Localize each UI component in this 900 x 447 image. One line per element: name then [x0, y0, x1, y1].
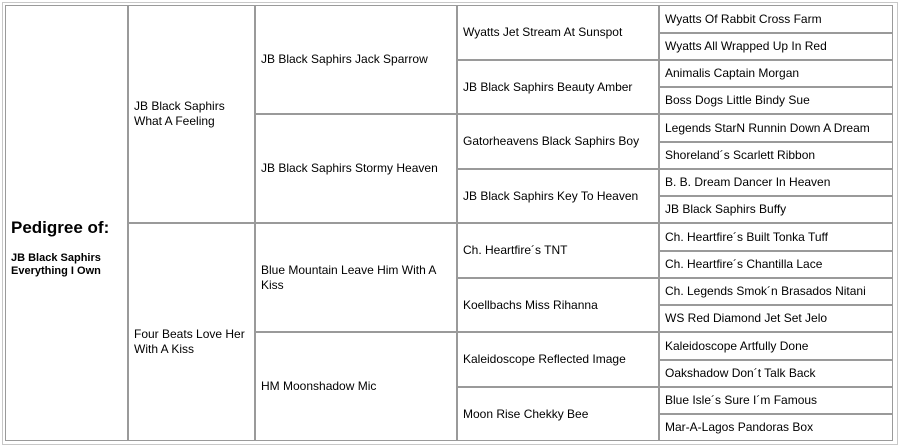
gen4-name: Ch. Heartfire´s Built Tonka Tuff [665, 229, 828, 244]
gen4-name: Ch. Heartfire´s Chantilla Lace [665, 257, 823, 271]
gen2-cell [255, 5, 457, 114]
gen2-name: Blue Mountain Leave Him With A Kiss [261, 262, 436, 292]
gen4-cell [659, 414, 893, 441]
gen2-cell [255, 223, 457, 332]
gen4-cell [659, 223, 893, 251]
gen2-name: JB Black Saphirs Stormy Heaven [261, 161, 438, 175]
gen4-cell [659, 33, 893, 60]
gen4-cell [659, 387, 893, 414]
gen3-cell [457, 278, 659, 332]
gen3-name: Koellbachs Miss Rihanna [463, 297, 598, 312]
gen3-cell [457, 60, 659, 114]
gen3-name: JB Black Saphirs Key To Heaven [463, 188, 639, 203]
gen4-cell [659, 142, 893, 169]
gen4-cell [659, 5, 893, 33]
gen2-name: HM Moonshadow Mic [261, 379, 377, 393]
gen3-name: JB Black Saphirs Beauty Amber [463, 79, 633, 94]
gen3-cell [457, 114, 659, 169]
gen3-cell [457, 332, 659, 387]
gen4-name: Shoreland´s Scarlett Ribbon [665, 148, 816, 162]
gen4-name: Oakshadow Don´t Talk Back [665, 366, 816, 380]
gen4-name: Blue Isle´s Sure I´m Famous [665, 393, 818, 407]
pedigree-subject-cell [5, 5, 128, 441]
sire-name: JB Black Saphirs What A Feeling [134, 99, 225, 128]
dam-cell [128, 223, 255, 441]
gen3-cell [457, 169, 659, 223]
gen3-cell [457, 387, 659, 441]
gen4-cell [659, 360, 893, 387]
gen4-cell [659, 305, 893, 332]
gen3-name: Moon Rise Chekky Bee [463, 406, 589, 421]
sire-cell [128, 5, 255, 223]
gen4-name: Ch. Legends Smok´n Brasados Nitani [665, 284, 866, 298]
gen4-cell [659, 196, 893, 223]
gen3-name: Wyatts Jet Stream At Sunspot [463, 25, 623, 39]
gen4-name: Wyatts Of Rabbit Cross Farm [665, 11, 822, 26]
gen4-name: B. B. Dream Dancer In Heaven [665, 175, 831, 189]
gen4-name: Legends StarN Runnin Down A Dream [665, 120, 870, 135]
gen4-name: Kaleidoscope Artfully Done [665, 338, 809, 353]
gen3-name: Ch. Heartfire´s TNT [463, 243, 568, 257]
gen4-name: JB Black Saphirs Buffy [665, 202, 787, 216]
gen4-cell [659, 251, 893, 278]
gen2-cell [255, 114, 457, 223]
gen3-name: Gatorheavens Black Saphirs Boy [463, 134, 640, 148]
gen3-cell [457, 223, 659, 278]
gen4-name: WS Red Diamond Jet Set Jelo [665, 311, 828, 325]
gen3-name: Kaleidoscope Reflected Image [463, 352, 626, 366]
gen4-name: Mar-A-Lagos Pandoras Box [665, 420, 814, 434]
gen3-cell [457, 5, 659, 60]
pedigree-title: Pedigree of: [11, 218, 110, 237]
gen4-name: Wyatts All Wrapped Up In Red [665, 39, 827, 53]
gen4-cell [659, 169, 893, 196]
dam-name: Four Beats Love Her With A Kiss [134, 327, 245, 356]
gen4-name: Boss Dogs Little Bindy Sue [665, 93, 810, 107]
gen4-cell [659, 87, 893, 114]
gen4-cell [659, 60, 893, 87]
gen2-cell [255, 332, 457, 441]
gen4-cell [659, 114, 893, 142]
subject-name: JB Black Saphirs Everything I Own [11, 252, 101, 277]
gen4-cell [659, 278, 893, 305]
gen2-name: JB Black Saphirs Jack Sparrow [261, 52, 428, 66]
gen4-cell [659, 332, 893, 360]
gen4-name: Animalis Captain Morgan [665, 66, 800, 80]
